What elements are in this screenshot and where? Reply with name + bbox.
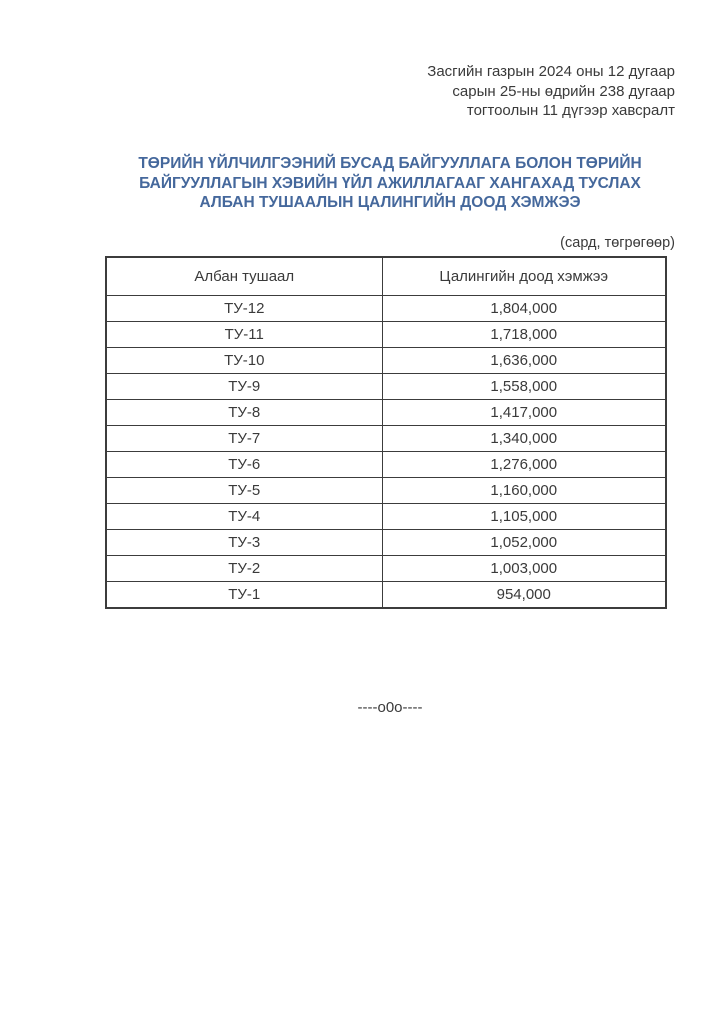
decree-reference-line-3: тогтоолын 11 дүгээр хавсралт (466, 102, 675, 119)
table-row (106, 348, 666, 374)
amount-cell: 1,052,000 (382, 530, 666, 556)
document-title-line-2: БАЙГУУЛЛАГЫН ХЭВИЙН ҮЙЛ АЖИЛЛАГААГ ХАНГАХАД ТУСЛАХ (139, 174, 641, 192)
amount-cell: 1,105,000 (382, 504, 666, 530)
position-cell: ТУ-5 (106, 478, 382, 504)
position-cell: ТУ-3 (106, 530, 382, 556)
table-row (106, 374, 666, 400)
document-title (105, 154, 675, 213)
amount-cell: 1,804,000 (382, 296, 666, 322)
position-cell: ТУ-1 (106, 582, 382, 609)
table-row (106, 426, 666, 452)
table-row (106, 504, 666, 530)
amount-cell: 1,276,000 (382, 452, 666, 478)
position-cell: ТУ-9 (106, 374, 382, 400)
position-cell: ТУ-6 (106, 452, 382, 478)
table-row (106, 478, 666, 504)
document-title-line-3: АЛБАН ТУШААЛЫН ЦАЛИНГИЙН ДООД ХЭМЖЭЭ (199, 194, 581, 211)
table-row (106, 582, 666, 609)
position-cell: ТУ-7 (106, 426, 382, 452)
document-title-line-1: ТӨРИЙН ҮЙЛЧИЛГЭЭНИЙ БУСАД БАЙГУУЛЛАГА БОЛОН ТӨРИЙН (138, 155, 642, 172)
position-cell: ТУ-8 (106, 400, 382, 426)
position-cell: ТУ-10 (106, 348, 382, 374)
amount-cell: 1,417,000 (382, 400, 666, 426)
position-cell: ТУ-12 (106, 296, 382, 322)
table-row (106, 322, 666, 348)
position-cell: ТУ-4 (106, 504, 382, 530)
salary-table-body (106, 296, 666, 609)
salary-table (105, 256, 667, 609)
amount-cell: 954,000 (382, 582, 666, 609)
amount-cell: 1,340,000 (382, 426, 666, 452)
decree-reference (427, 62, 675, 121)
amount-cell: 1,003,000 (382, 556, 666, 582)
header-row (106, 257, 666, 296)
position-cell: ТУ-11 (106, 322, 382, 348)
amount-cell: 1,636,000 (382, 348, 666, 374)
amount-cell: 1,558,000 (382, 374, 666, 400)
amount-cell: 1,160,000 (382, 478, 666, 504)
end-separator: ----o0o---- (357, 699, 423, 716)
table-row (106, 400, 666, 426)
decree-reference-line-1: Засгийн газрын 2024 оны 12 дугаар (427, 63, 675, 80)
unit-note: (сард, төгрөгөөр) (560, 235, 675, 251)
column-header-position: Албан тушаал (106, 257, 382, 296)
table-row (106, 452, 666, 478)
table-row (106, 296, 666, 322)
column-header-amount: Цалингийн доод хэмжээ (382, 257, 666, 296)
decree-reference-line-2: сарын 25-ны өдрийн 238 дугаар (452, 82, 675, 100)
salary-table-header (106, 257, 666, 296)
table-row (106, 556, 666, 582)
amount-cell: 1,718,000 (382, 322, 666, 348)
position-cell: ТУ-2 (106, 556, 382, 582)
table-row (106, 530, 666, 556)
